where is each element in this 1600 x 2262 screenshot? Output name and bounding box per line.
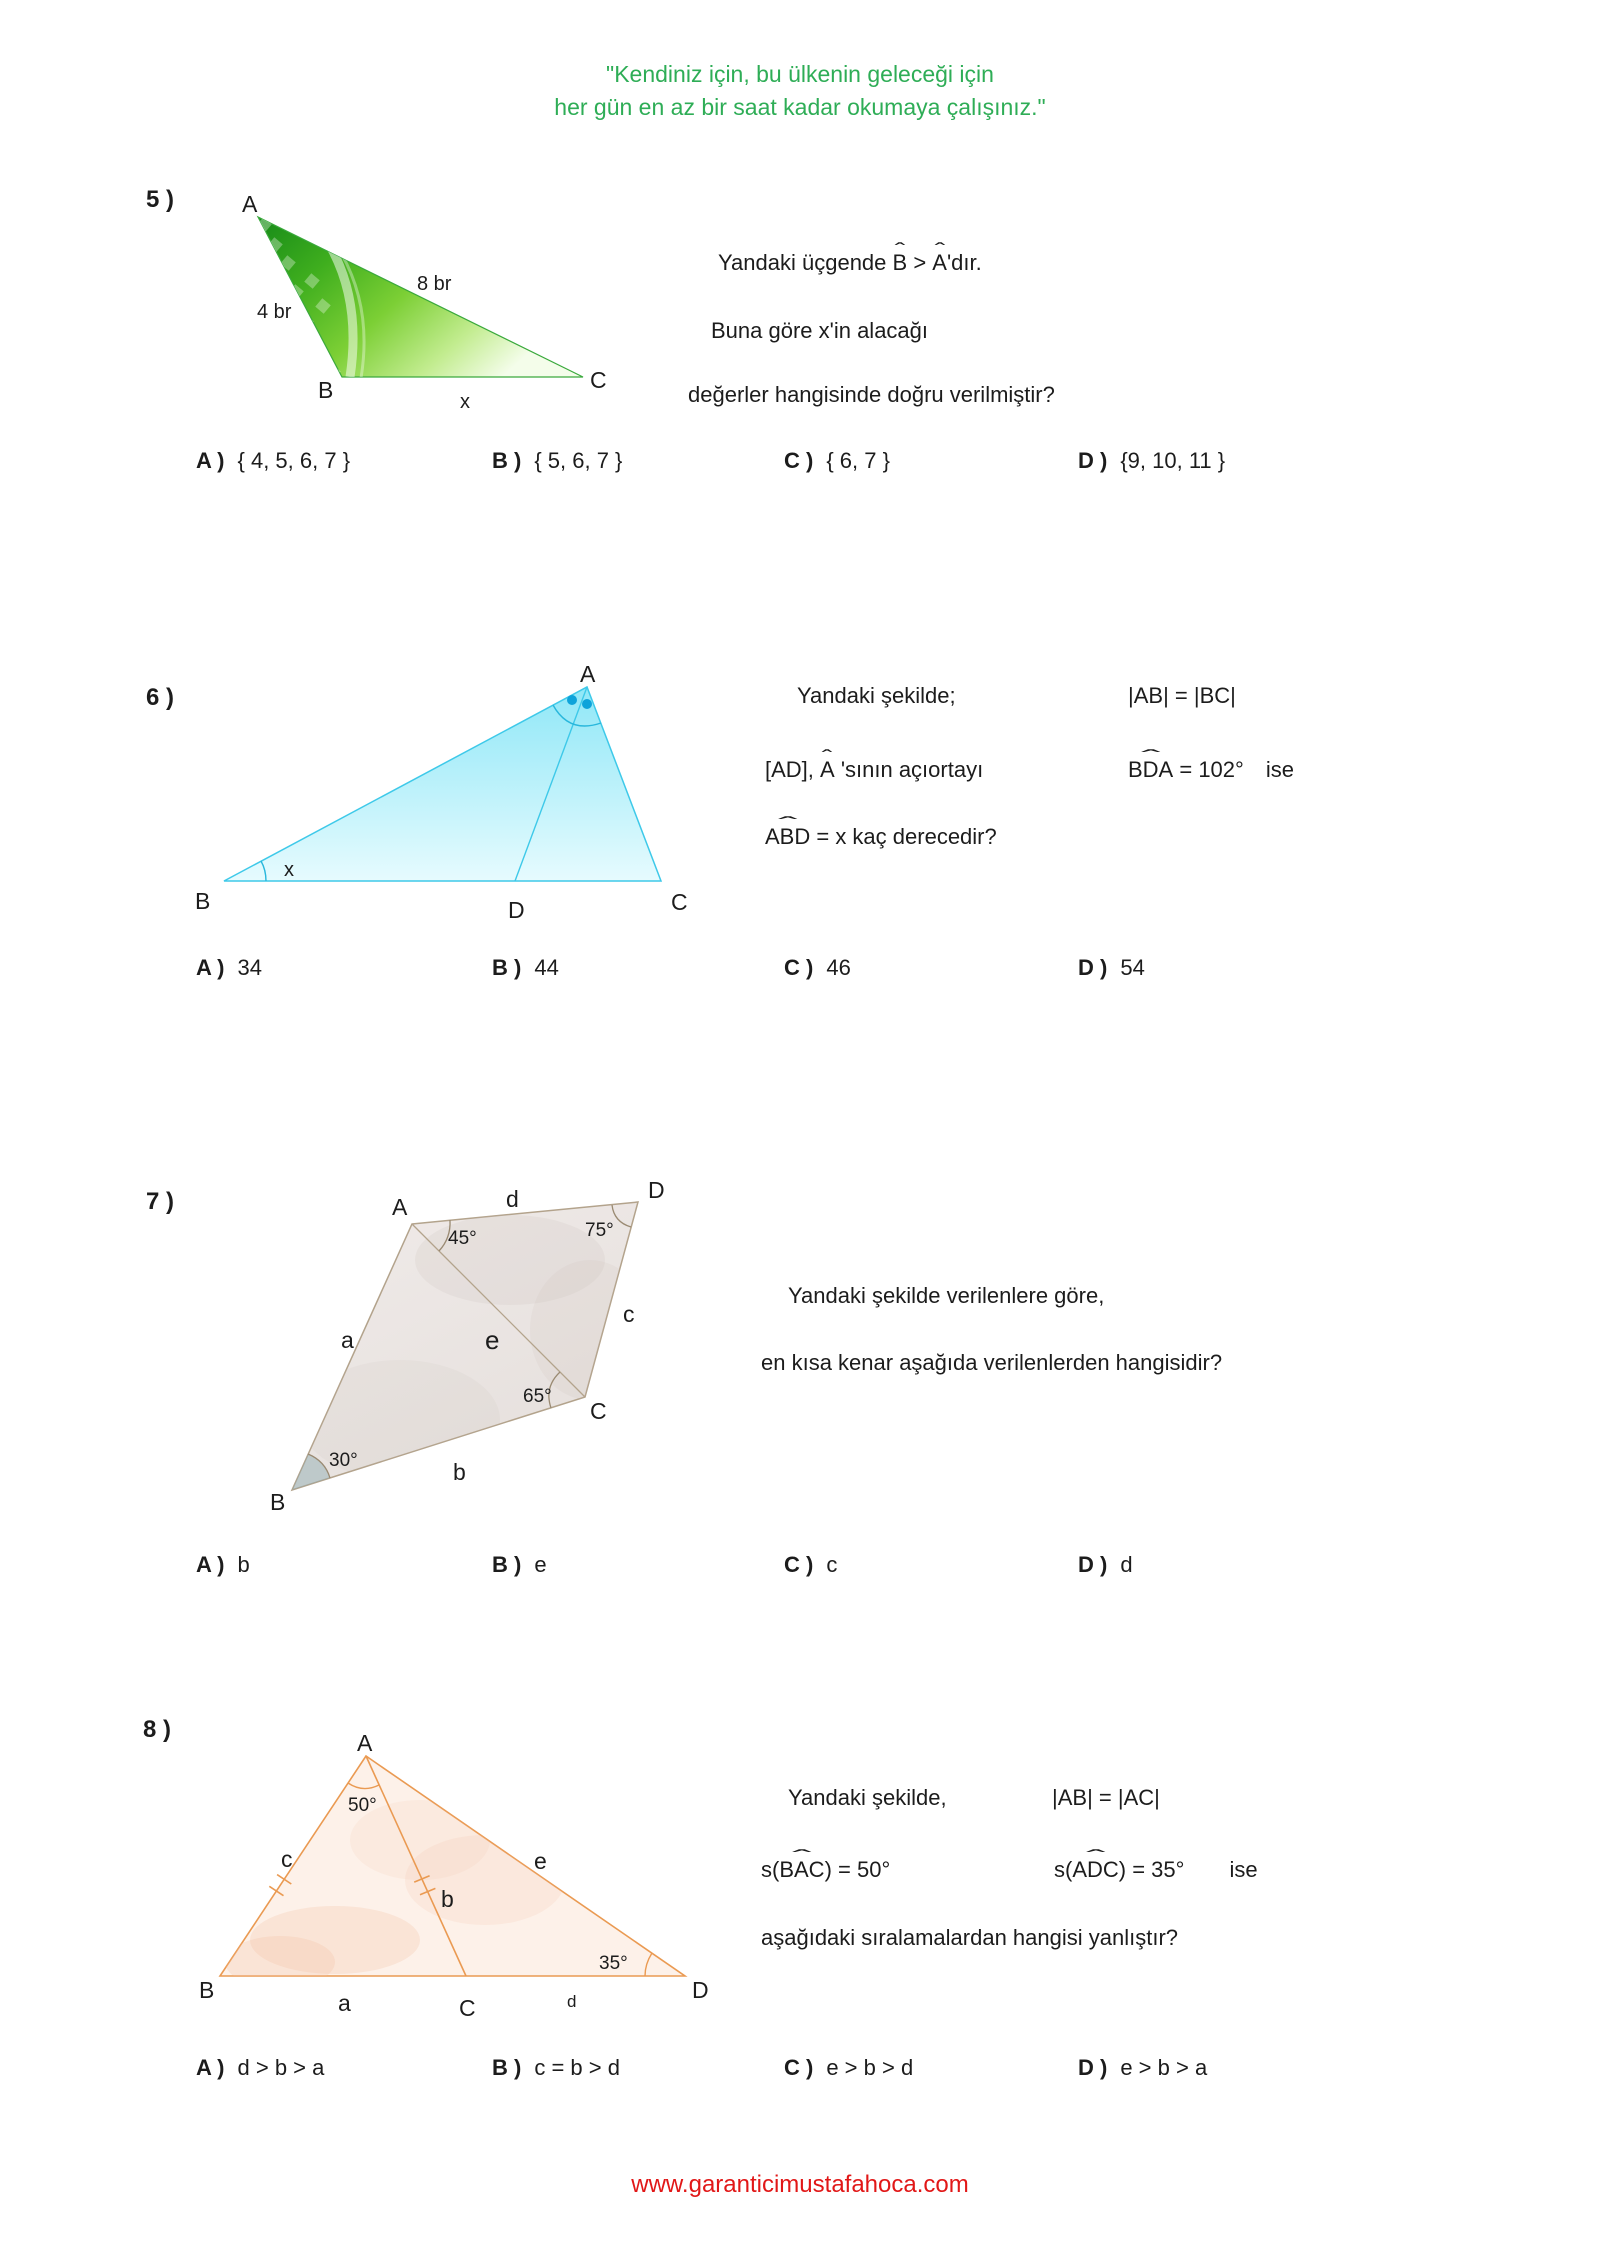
footer-url: www.garanticimustafahoca.com	[631, 2171, 969, 2198]
header-quote-line2: her gün en az bir saat kadar okumaya çalışınız."	[554, 94, 1046, 120]
q6-vertex-b-label: B	[195, 888, 211, 914]
q5-side-bc-label: x	[460, 391, 470, 413]
q8-angle-d-label: 35°	[599, 1953, 628, 1974]
q7-option-b: B ) e	[492, 1552, 547, 1577]
q6-text-line2a: [AD], A ˆ 'sının açıortayı	[765, 757, 983, 783]
q8-option-b: B ) c = b > d	[492, 2055, 620, 2080]
q7-vertex-d-label: D	[648, 1177, 665, 1203]
q7-vertex-a-label: A	[392, 1194, 408, 1220]
q7-side-a-label: a	[341, 1327, 354, 1353]
q8-side-c-label: c	[281, 1846, 293, 1872]
q7-diagonal-e-label: e	[485, 1325, 500, 1355]
q6-triangle	[224, 687, 661, 881]
q8-side-a-label: a	[338, 1990, 351, 2016]
q7-number: 7 )	[146, 1188, 175, 1215]
q8-angle-a-label: 50°	[348, 1795, 377, 1816]
q6-text-line2b: BDA ˆ = 102° ise	[1128, 757, 1294, 783]
q7-option-a: A ) b	[196, 1552, 250, 1577]
q8-diagram	[185, 1730, 730, 2050]
q7-text-line1: Yandaki şekilde verilenlere göre,	[788, 1283, 1105, 1308]
q5-triangle	[258, 217, 583, 377]
q6-point-d-label: D	[508, 897, 525, 923]
q7-angle-a-label: 45°	[448, 1228, 477, 1249]
q7-angle-b-label: 30°	[329, 1450, 358, 1471]
header-quote-line1: "Kendiniz için, bu ülkenin geleceği için	[606, 61, 994, 87]
q8-option-d: D ) e > b > a	[1078, 2055, 1208, 2080]
q5-diagram	[230, 185, 630, 425]
q5-option-a: A ) { 4, 5, 6, 7 }	[196, 448, 351, 473]
q8-side-b-label: b	[441, 1886, 454, 1912]
q8-text-line3: aşağıdaki sıralamalardan hangisi yanlıştır?	[761, 1925, 1179, 1950]
q8-option-c: C ) e > b > d	[784, 2055, 914, 2080]
q7-vertex-b-label: B	[270, 1489, 286, 1515]
q8-text-line2a: s(BAC ˆ) = 50°	[761, 1857, 890, 1883]
q8-point-c-label: C	[459, 1995, 476, 2021]
q7-vertex-c-label: C	[590, 1398, 607, 1424]
q5-side-ab-label: 4 br	[257, 301, 292, 323]
q8-vertex-a-label: A	[357, 1730, 373, 1756]
q7-diagram	[260, 1177, 680, 1540]
q7-side-b-label: b	[453, 1459, 466, 1485]
q7-option-c: C ) c	[784, 1552, 838, 1577]
q6-number: 6 )	[146, 684, 175, 711]
q6-option-b: B ) 44	[492, 955, 559, 980]
q6-option-a: A ) 34	[196, 955, 262, 980]
q8-vertex-b-label: B	[199, 1977, 215, 2003]
q8-text-line1a: Yandaki şekilde,	[788, 1785, 947, 1810]
q5-option-c: C ) { 6, 7 }	[784, 448, 890, 473]
q5-text-line2: Buna göre x'in alacağı	[711, 318, 929, 343]
q5-vertex-a-label: A	[242, 191, 258, 217]
q6-diagram	[185, 660, 705, 945]
q8-number: 8 )	[143, 1716, 172, 1743]
q7-side-c-label: c	[623, 1301, 635, 1327]
q7-option-d: D ) d	[1078, 1552, 1133, 1577]
q6-option-c: C ) 46	[784, 955, 851, 980]
q6-angle-x-label: x	[284, 859, 294, 881]
q5-text-line3: değerler hangisinde doğru verilmiştir?	[688, 382, 1055, 407]
q6-angle-dot-1	[567, 695, 577, 705]
q7-side-d-label: d	[506, 1186, 519, 1212]
q8-side-e-label: e	[534, 1848, 547, 1874]
q8-text-line1b: |AB| = |AC|	[1052, 1785, 1160, 1810]
q6-angle-dot-2	[582, 699, 592, 709]
q5-option-d: D ) {9, 10, 11 }	[1078, 448, 1226, 473]
q7-angle-c-label: 65°	[523, 1386, 552, 1407]
q8-vertex-d-label: D	[692, 1977, 709, 2003]
q5-vertex-b-label: B	[318, 377, 334, 403]
q5-vertex-c-label: C	[590, 367, 607, 393]
q5-side-ac-label: 8 br	[417, 273, 452, 295]
q6-text-line3: ABD ˆ = x kaç derecedir?	[765, 824, 997, 850]
q5-option-b: B ) { 5, 6, 7 }	[492, 448, 623, 473]
q8-option-a: A ) d > b > a	[196, 2055, 325, 2080]
q5-number: 5 )	[146, 186, 175, 213]
q7-angle-d-label: 75°	[585, 1220, 614, 1241]
q6-vertex-a-label: A	[580, 661, 596, 687]
q6-option-d: D ) 54	[1078, 955, 1145, 980]
q5-text-line1: Yandaki üçgende B ˆ > A ˆ'dır.	[718, 250, 982, 276]
q7-text-line2: en kısa kenar aşağıda verilenlerden hangisidir?	[761, 1350, 1223, 1375]
q6-vertex-c-label: C	[671, 889, 688, 915]
q6-text-line1b: |AB| = |BC|	[1128, 683, 1236, 708]
q6-text-line1a: Yandaki şekilde;	[797, 683, 956, 708]
q8-text-line2b: s(ADC ˆ) = 35° ise	[1054, 1857, 1258, 1883]
q8-side-d-label: d	[567, 1992, 577, 2011]
